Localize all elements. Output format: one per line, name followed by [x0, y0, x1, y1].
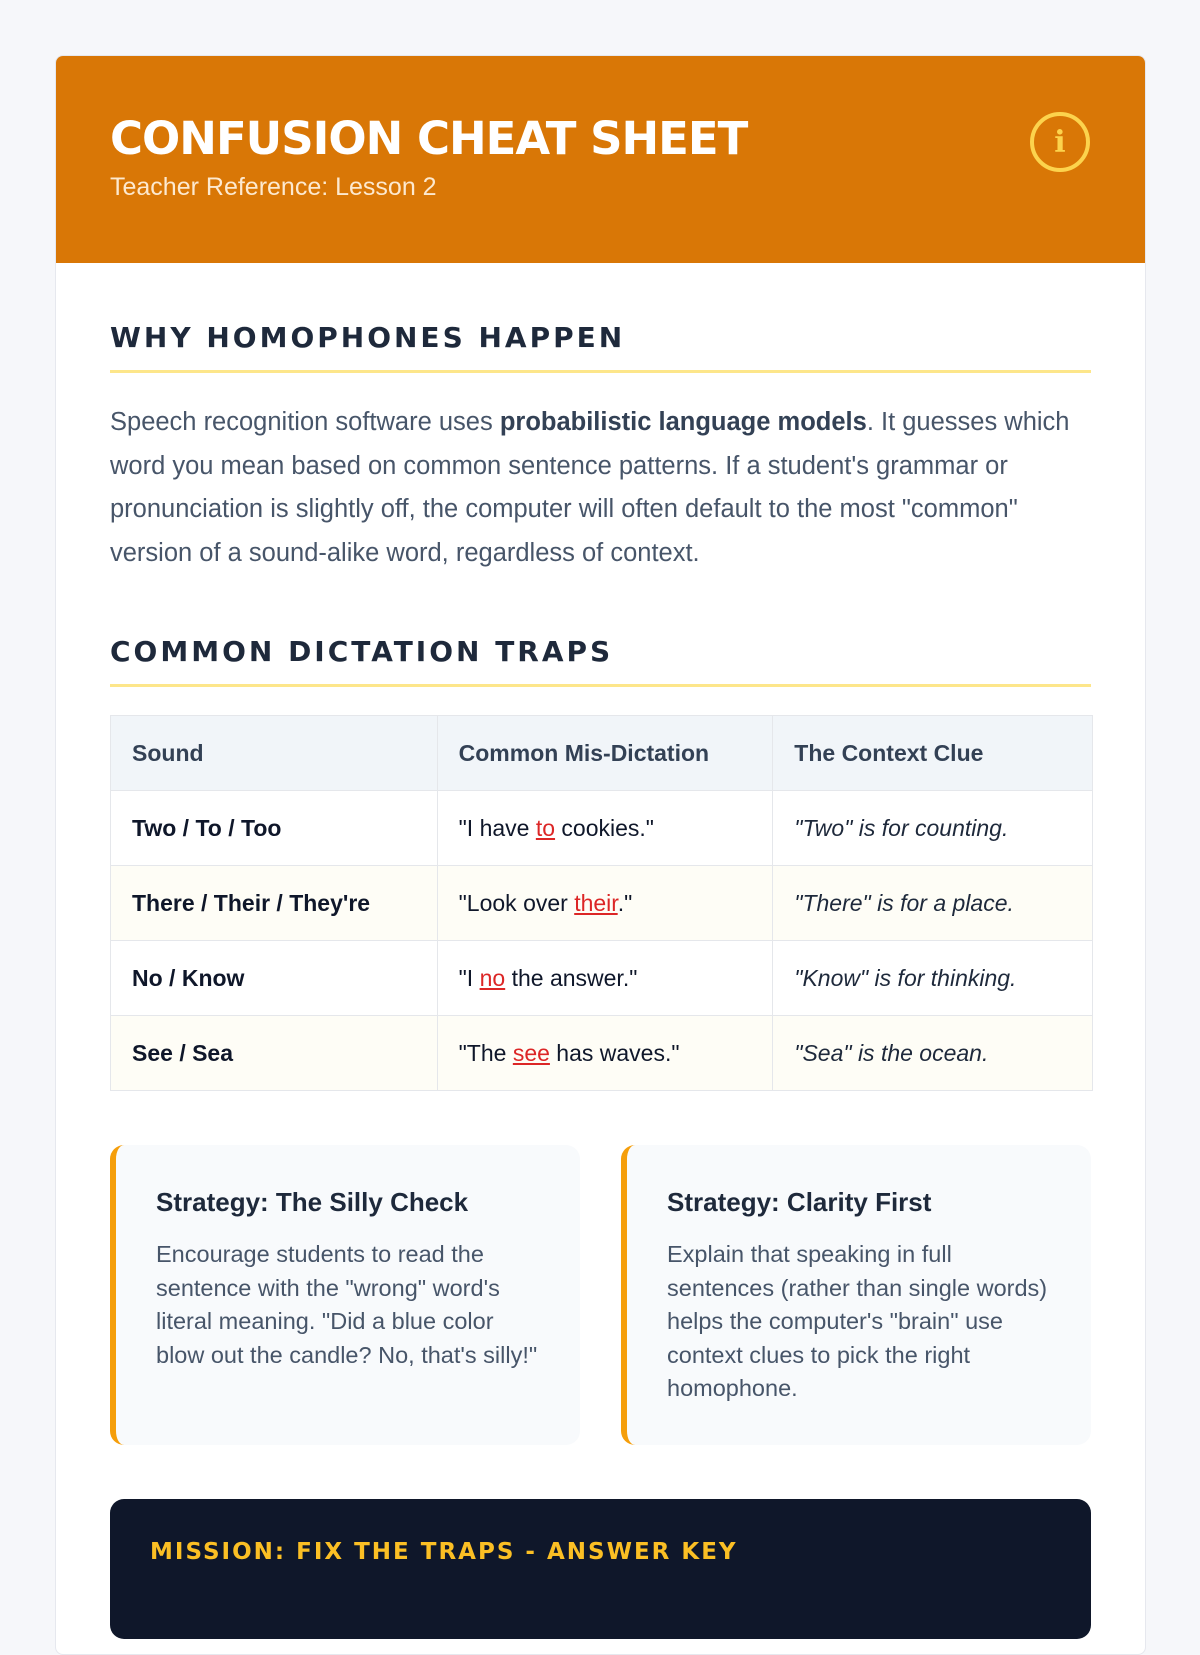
table-header-row: [111, 716, 1093, 791]
section-title-why: WHY HOMOPHONES HAPPEN: [110, 321, 1091, 373]
example-text: "I: [458, 964, 480, 991]
traps-table: [110, 715, 1093, 1091]
cell-sound: Two / To / Too: [111, 791, 438, 866]
cell-clue: "Two" is for counting.: [773, 791, 1093, 866]
strategy-title: Strategy: Clarity First: [667, 1187, 932, 1217]
intro-text-before: Speech recognition software uses: [110, 408, 500, 436]
cell-sound: No / Know: [111, 941, 438, 1016]
intro-text-bold: probabilistic language models: [499, 408, 867, 436]
cell-misdictation: [437, 791, 773, 866]
error-word: their: [574, 889, 618, 916]
column-header-sound: Sound: [111, 716, 438, 791]
intro-text-after: . It guesses which word you mean based on common sentence patterns. If a student's grammar or pronunciation is slightly off, the computer will often default to the most "common" version of a sound-alike word, regardless of context.: [110, 408, 1070, 567]
content: [56, 321, 1145, 1639]
cell-misdictation: [437, 941, 773, 1016]
cell-clue: "Know" is for thinking.: [773, 941, 1093, 1016]
cell-sound: There / Their / They're: [111, 866, 438, 941]
example-text: .": [617, 889, 633, 916]
cell-misdictation: [437, 866, 773, 941]
strategy-title: Strategy: The Silly Check: [156, 1187, 469, 1217]
error-word: see: [512, 1039, 550, 1066]
header: [56, 56, 1145, 263]
strategy-text: Explain that speaking in full sentences (rather than single words) helps the computer's "brain" use context clues to pick the right homophone.: [667, 1241, 1048, 1401]
cell-misdictation: [437, 1016, 773, 1091]
column-header-clue: The Context Clue: [773, 716, 1093, 791]
page-subtitle: Teacher Reference: Lesson 2: [110, 173, 437, 201]
strategy-card-clarity-first: [621, 1145, 1091, 1445]
example-text: "The: [458, 1039, 513, 1066]
page-title: CONFUSION CHEAT SHEET: [110, 112, 748, 165]
table-row: [111, 866, 1093, 941]
table-row: [111, 1016, 1093, 1091]
info-icon[interactable]: i: [1030, 112, 1090, 172]
example-text: "Look over: [458, 889, 575, 916]
mission-title: MISSION: FIX THE TRAPS - ANSWER KEY: [150, 1539, 738, 1565]
cell-clue: "Sea" is the ocean.: [773, 1016, 1093, 1091]
example-text: the answer.": [505, 964, 638, 991]
section-title-traps: COMMON DICTATION TRAPS: [110, 635, 1091, 687]
strategy-cards: [110, 1145, 1091, 1445]
intro-paragraph: [110, 401, 1091, 575]
example-text: "I have: [458, 814, 536, 841]
example-text: cookies.": [555, 814, 654, 841]
table-row: [111, 791, 1093, 866]
cell-clue: "There" is for a place.: [773, 866, 1093, 941]
example-text: has waves.": [549, 1039, 680, 1066]
table-row: [111, 941, 1093, 1016]
column-header-misdictation: Common Mis-Dictation: [437, 716, 773, 791]
strategy-text: Encourage students to read the sentence with the "wrong" word's literal meaning. "Did a blue color blow out the candle? No, that's silly!": [156, 1241, 538, 1368]
cheat-sheet-card: [55, 55, 1146, 1655]
error-word: no: [479, 964, 506, 991]
mission-panel: [110, 1499, 1091, 1639]
cell-sound: See / Sea: [111, 1016, 438, 1091]
error-word: to: [535, 814, 556, 841]
strategy-card-silly-check: [110, 1145, 580, 1445]
